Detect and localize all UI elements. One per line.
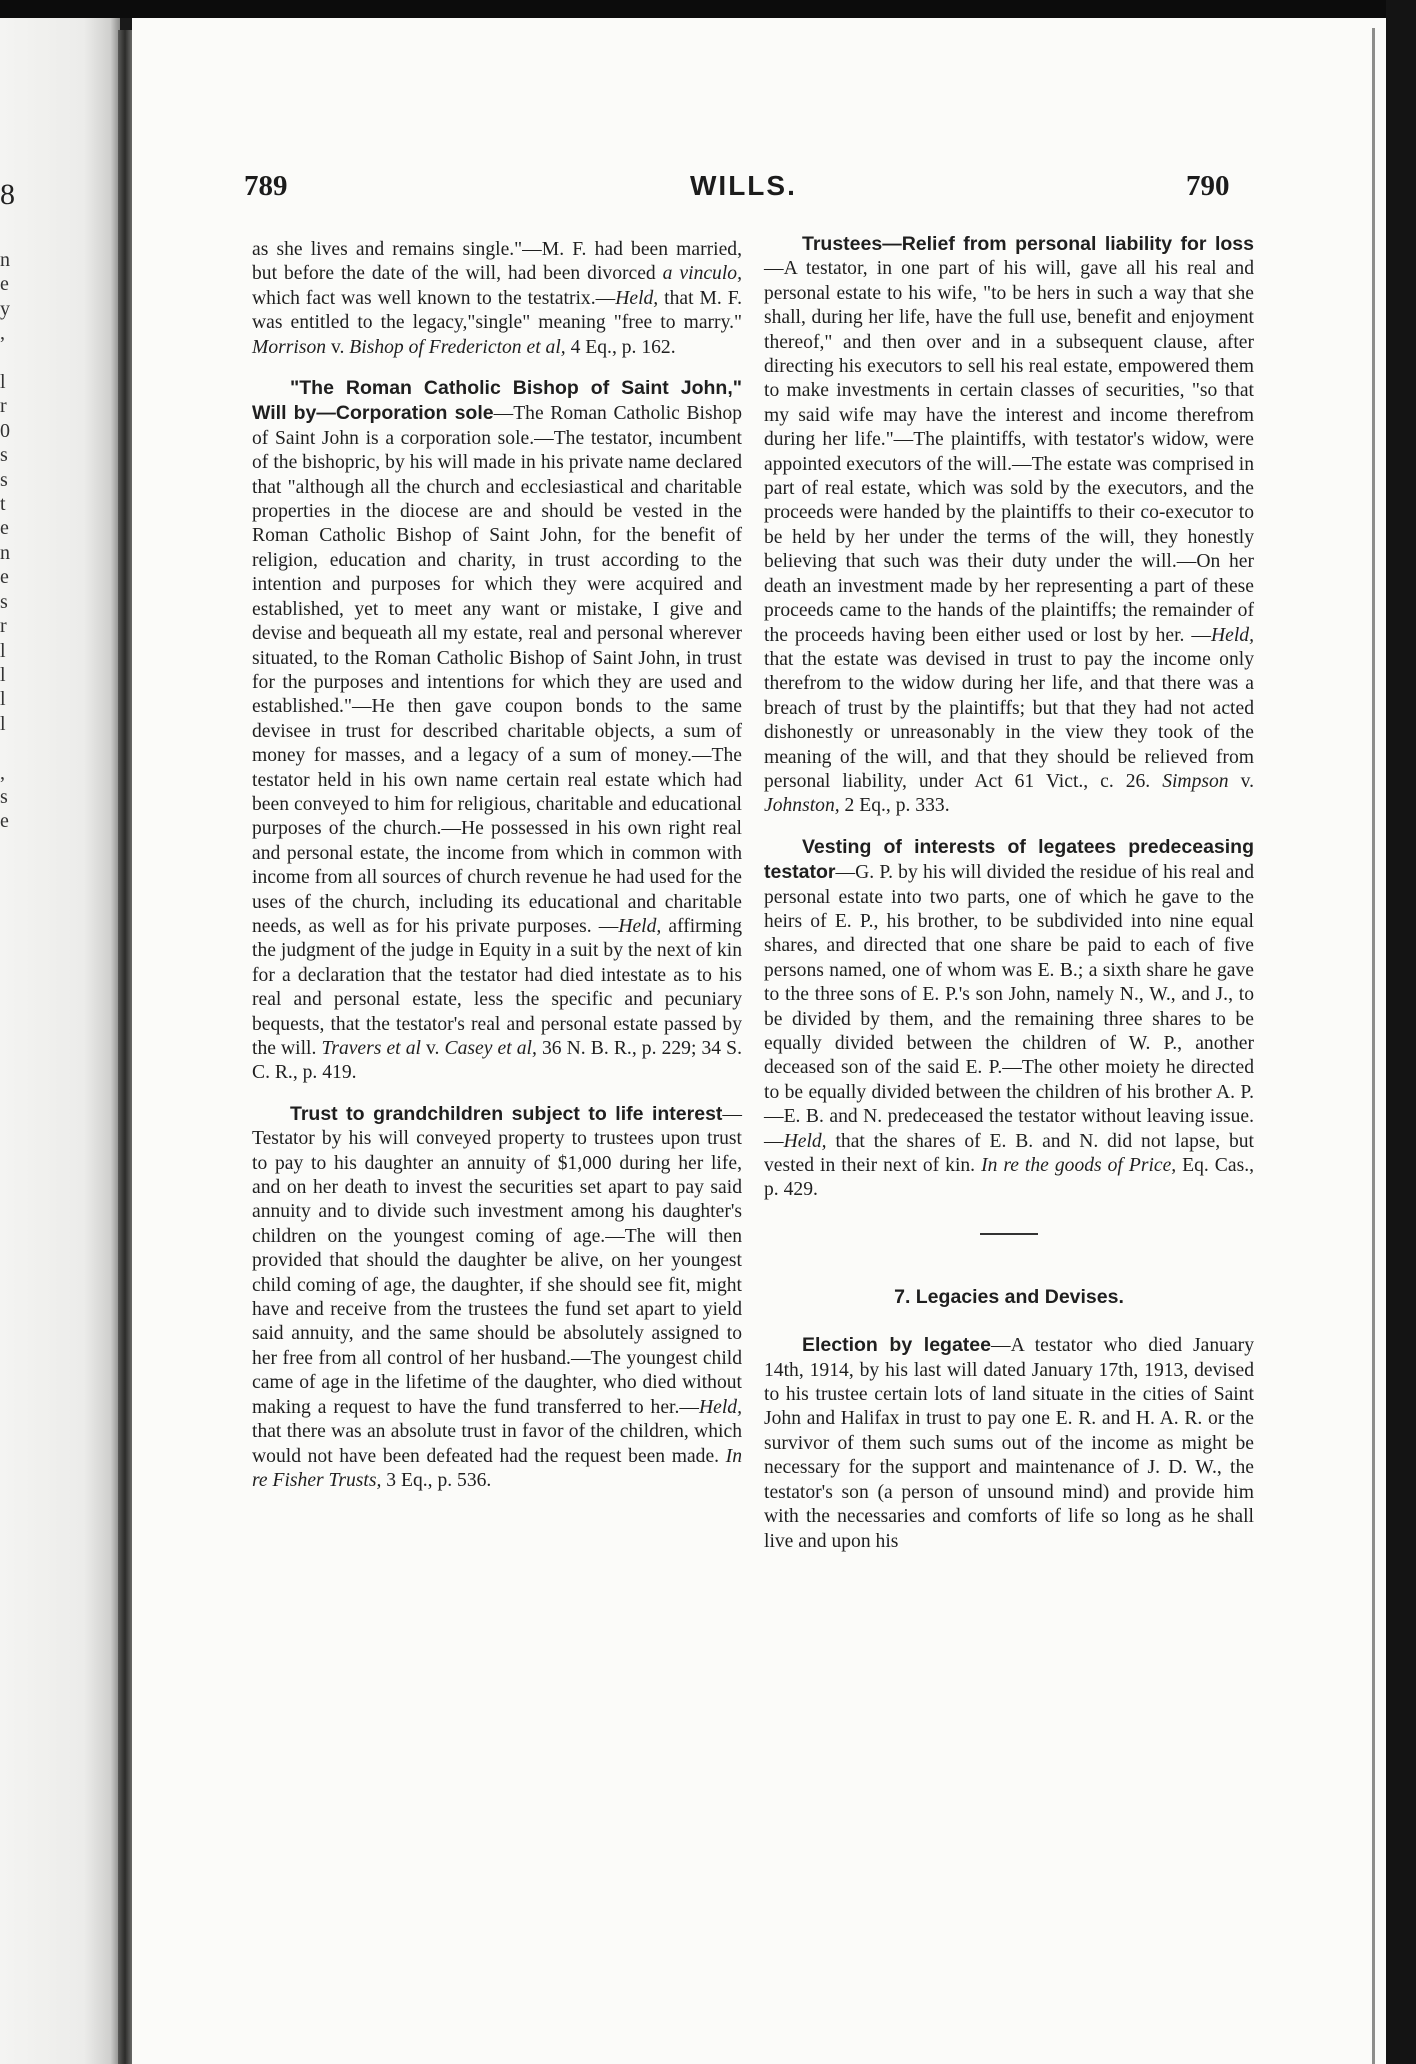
left-column [252, 238, 742, 1509]
page-right-edge [1372, 28, 1375, 2064]
body-text: v. [420, 1038, 445, 1059]
facing-page-number: 8 [0, 178, 15, 211]
body-text: that the estate was devised in trust to pay the income only therefrom to the widow during her life, and that there was a breach of trust by the plaintiffs; but that they had not acted dishonestly or unreasonably in the view they took of the meaning of the will, and that they should be relieved from personal liability, under Act 61 Vict., c. 26. [764, 648, 1254, 792]
paragraph-vesting-interests [764, 835, 1254, 1203]
paragraph-roman-catholic-bishop [252, 376, 742, 1086]
italic-text: Held, [783, 1130, 827, 1152]
facing-page-fragment: s [0, 785, 8, 808]
citation: 2 Eq., p. 333. [839, 795, 950, 817]
facing-page-edge [0, 18, 120, 2064]
running-header-title: WILLS. [690, 170, 797, 201]
paragraph-trustees-relief [764, 232, 1254, 819]
facing-page-fragment: t [0, 493, 6, 516]
facing-page-fragments [0, 248, 10, 834]
paragraph-heading: Election by legatee [802, 1334, 991, 1357]
citation: 4 Eq., p. 162. [565, 336, 676, 358]
facing-page-fragment: n [0, 249, 10, 271]
facing-page-fragment: r [0, 395, 7, 418]
body-text: —The Roman Catholic Bishop of Saint John is a corporation sole.—The testator, incumbent of the bishopric, by his will made in his private name declared that "although all the church and ecclesiastical and charitable properties in the diocese are and should be vested in the Roman Catholic Bishop of Saint John, for the benefit of religion, education and charity, in trust according to the intention and purposes for which they were acquired and established, yet to meet any want or mistake, I give and devise and bequeath all my estate, real and personal wherever situated, to the Roman Catholic Bishop of Saint John, in trust for the purposes and intentions for which they are used and established."—He then gave coupon bonds to the same devisee in trust for described charitable objects, a sum of money for masses, and a legacy of a sum of money.—The testator held in his own name certain real estate which had been conveyed to him for religious, charitable and educational purposes of the church.—He possessed in his own right real and personal estate, the income from which in common with income from all sources of church revenue he had used for the uses of the church, including its educational and charitable needs, as well as for his private purposes. — [252, 403, 742, 937]
case-name: In re the goods of Price, [981, 1155, 1177, 1177]
facing-page-fragment: n [0, 541, 10, 564]
paragraph-trust-grandchildren [252, 1102, 742, 1494]
facing-page-fragment: l [0, 663, 6, 686]
body-text: —A testator, in one part of his will, gave all his real and personal estate to his wife, "to be hers in such a way that she shall, during her life, have the full use, benefit and enjoyment thereof," and then over and in a subsequent clause, after directing his executors to sell his real estate, empowered them to make investments in certain classes of securities, "so that my said wife may have the interest and income therefrom during her life."—The plaintiffs, with testator's widow, were appointed executors of the will.—The estate was comprised in part of real estate, which was sold by the executors, and the proceeds were handed by the plaintiffs to their co-executor to be held by her under the terms of the will, they honestly believing that such was their duty under the will.—On her death an investment made by her representing a part of these proceeds came to the hands of the plaintiffs; the remainder of the proceeds having been either used or lost by her. — [764, 258, 1254, 646]
citation: 3 Eq., p. 536. [381, 1469, 492, 1491]
facing-page-fragment: , [0, 322, 5, 345]
facing-page-fragment: l [0, 712, 6, 735]
scan-right-border [1386, 0, 1416, 2064]
italic-text: Held, [699, 1396, 742, 1418]
scan-top-border [0, 0, 1416, 18]
facing-page-fragment: 0 [0, 419, 10, 442]
facing-page-fragment [0, 346, 10, 370]
body-text: affirming the judgment of the judge in Equity in a suit by the next of kin for a declaration that the testator had died intestate as to his real and personal estate, less the specific and pecuniary bequests, that the testator's real and personal estate passed by the will. [252, 915, 742, 1059]
facing-page-fragment: s [0, 468, 8, 491]
paragraph-election-legatee [764, 1333, 1254, 1554]
right-column [764, 232, 1254, 1570]
body-text: —G. P. by his will divided the residue of his real and personal estate into two parts, one of which he gave to the heirs of E. P., his brother, to be subdivided into nine equal shares, and directed that one share be paid to each of five persons named, one of whom was E. B.; a sixth share he gave to the three sons of E. P.'s son John, namely N., W., and J., to be divided by them, and the remaining three shares to be equally divided between the children of W. P., another deceased son of the said E. P.—The other moiety he directed to be equally divided between the children of his brother A. P.—E. B. and N. predeceased the testator without leaving issue.— [764, 862, 1254, 1152]
book-spine [118, 30, 132, 2064]
page-number-right: 790 [1186, 170, 1230, 202]
italic-text: Held, [615, 287, 659, 309]
paragraph-heading: Trustees—Relief from personal liability for loss [802, 233, 1254, 255]
section-divider [980, 1233, 1038, 1235]
facing-page-fragment: y [0, 297, 10, 320]
paragraph-heading: Vesting of interests of legatees predeceasing testator [764, 835, 1254, 884]
body-text: v. [326, 336, 350, 358]
body-text: that there was an absolute trust in favor of the children, which would not have been defeated had the request been made. [252, 1421, 742, 1467]
page-number-left: 789 [244, 170, 288, 202]
section-title: 7. Legacies and Devises. [894, 1285, 1124, 1308]
facing-page-fragment [0, 736, 10, 760]
paragraph-continued [252, 238, 742, 360]
case-name: Bishop of Fredericton et al, [349, 336, 566, 358]
facing-page-fragment: r [0, 615, 7, 638]
facing-page-fragment: , [0, 761, 5, 784]
italic-text: a vinculo, [662, 263, 742, 285]
citation: Eq. Cas., p. 429. [764, 1155, 1254, 1201]
facing-page-fragment: s [0, 590, 8, 613]
facing-page-fragment: e [0, 810, 9, 833]
facing-page-fragment: l [0, 639, 6, 662]
paragraph-heading: "The Roman Catholic Bishop of Saint John," Will by—Corporation sole [252, 377, 742, 425]
body-text: —A testator who died January 14th, 1914, by his last will dated January 17th, 1913, devised to his trustee certain lots of land situate in the cities of Saint John and Halifax in trust to pay one E. R. and H. A. R. or the survivor of them such sums out of the income as might be necessary for the support and maintenance of J. D. W., the testator's son (a person of unsound mind) and provide him with the necessaries and comforts of life so long as he shall live and upon his [764, 1335, 1254, 1552]
italic-text: Held, [618, 915, 662, 937]
facing-page-fragment: l [0, 371, 6, 394]
body-text: —Testator by his will conveyed property to trustees upon trust to pay to his daughter an annuity of $1,000 during her life, and on her death to invest the securities set apart to pay said annuity and to divide such investment among his daughter's children on the youngest coming of age.—The will then provided that should the daughter be alive, on her youngest child coming of age, the daughter, if she should see fit, might have and receive from the trustees the fund set apart to yield said annuity, and the same should be absolutely assigned to her free from all control of her husband.—The youngest child came of age in the lifetime of the daughter, who died without making a request to have the fund transferred to her.— [252, 1103, 742, 1418]
case-name: Morrison [252, 336, 327, 358]
case-name: In re Fisher Trusts, [252, 1445, 742, 1491]
case-name: Simpson [1162, 770, 1229, 792]
facing-page-fragment: e [0, 273, 9, 296]
facing-page-fragment: e [0, 517, 9, 540]
body-text: which fact was well known to the testatrix.— [252, 287, 616, 309]
facing-page-fragment: s [0, 444, 8, 467]
italic-text: Held, [1211, 624, 1254, 646]
case-name: Casey et al, [444, 1038, 537, 1059]
body-text: v. [1228, 770, 1254, 792]
facing-page-fragment: e [0, 566, 9, 589]
facing-page-fragment: l [0, 688, 6, 711]
paragraph-heading: Trust to grandchildren subject to life interest [290, 1102, 723, 1125]
body-text: that M. F. was entitled to the legacy,"single" meaning "free to marry." [252, 287, 742, 334]
citation: 36 N. B. R., p. 229; 34 S. C. R., p. 419. [252, 1038, 742, 1084]
body-text: that the shares of E. B. and N. did not lapse, but vested in their next of kin. [764, 1130, 1254, 1177]
case-name: Travers et al [321, 1038, 421, 1059]
case-name: Johnston, [764, 795, 840, 817]
body-text: as she lives and remains single."—M. F. had been married, but before the date of the will, had been divorced [252, 239, 742, 285]
